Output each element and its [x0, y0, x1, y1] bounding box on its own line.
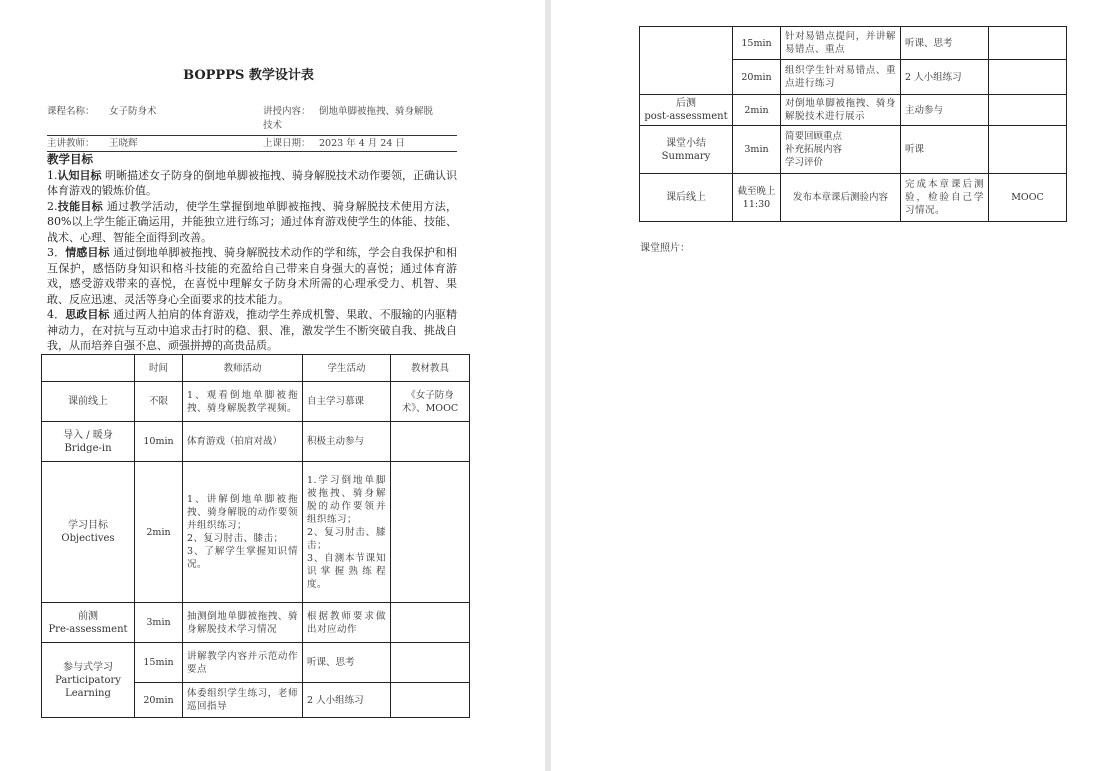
student-cell: 2 人小组练习 — [303, 683, 391, 718]
header-teacher: 教师活动 — [183, 355, 303, 382]
goal-number: 3． — [47, 246, 66, 259]
material-cell — [391, 462, 470, 603]
goal-number: 4． — [47, 308, 66, 321]
time-cell: 15min — [733, 27, 781, 60]
date-label: 上课日期： — [263, 138, 311, 149]
material-cell — [391, 603, 470, 643]
teacher-cell: 抽测倒地单脚被拖拽、骑身解脱技术学习情况 — [183, 603, 303, 643]
header-material: 教材教具 — [391, 355, 470, 382]
teacher-line: 补充拓展内容 — [785, 144, 843, 155]
material-cell — [989, 95, 1067, 126]
date-value: 2023 年 4 月 24 日 — [319, 138, 405, 149]
stage-cell — [42, 603, 135, 643]
student-cell: 自主学习慕课 — [303, 382, 391, 422]
stage-cn: 课堂小结 — [666, 137, 706, 149]
teacher-cell — [183, 462, 303, 603]
material-cell — [391, 643, 470, 683]
stage-en: Participatory — [55, 674, 121, 686]
material-cell — [989, 126, 1067, 174]
teaching-goals — [47, 152, 457, 354]
lesson-table-part2 — [639, 26, 1067, 222]
goal-emotion — [47, 245, 457, 307]
stage-cell — [640, 95, 733, 126]
time-cell: 20min — [733, 60, 781, 95]
goal-text: 通过倒地单脚被拖拽、骑身解脱技术动作的学和练，学会自我保护和相互保护，感悟防身知识和格斗技能的充盈给自己带来自身强大的喜悦；通过体育游戏，感受游戏带来的喜悦，在喜悦中理解女子防身术所需的心理承受力、机智、果敢、反应迅速、灵活等身心全面要求的技术能力。 — [47, 246, 458, 306]
time-cell: 2min — [135, 462, 183, 603]
stage-cn: 参与式学习 — [63, 661, 113, 673]
student-line: 1.学习倒地单脚被拖拽、骑身解脱的动作要领并组织练习； — [307, 474, 386, 525]
goal-name: 情感目标 — [65, 246, 110, 259]
row-bridge-in — [42, 422, 470, 462]
table-header-row — [42, 355, 470, 382]
time-cell: 20min — [135, 683, 183, 718]
teacher-cell: 发布本章课后测验内容 — [781, 174, 901, 222]
student-cell: 主动参与 — [901, 95, 989, 126]
header-student: 学生活动 — [303, 355, 391, 382]
goal-text: 通过教学活动，使学生掌握倒地单脚被拖拽、骑身解脱技术使用方法，80%以上学生能正确运用，并能独立进行练习；通过体育游戏使学生的体能、技能、战术、心理、智能全面得到改善。 — [47, 199, 458, 244]
goal-name: 技能目标 — [57, 199, 104, 213]
row-participatory-1 — [42, 643, 470, 683]
time-cell: 15min — [135, 643, 183, 683]
student-cell: 听课 — [901, 126, 989, 174]
lesson-table-part1 — [41, 354, 470, 718]
goal-cognitive — [47, 168, 457, 199]
stage-cell-continued — [640, 27, 733, 95]
goal-number: 1. — [47, 168, 58, 182]
material-cell — [391, 683, 470, 718]
row-pre-online — [42, 382, 470, 422]
row-pre-assessment — [42, 603, 470, 643]
time-cell: 截至晚上 11:30 — [733, 174, 781, 222]
teacher-cell: 体委组织学生练习，老师巡回指导 — [183, 683, 303, 718]
course-label: 课程名称： — [47, 106, 95, 117]
stage-cn: 学习目标 — [68, 520, 108, 531]
header-rule-top — [47, 135, 457, 136]
stage-cell — [42, 643, 135, 718]
student-cell: 根据教师要求做出对应动作 — [303, 603, 391, 643]
stage-en: Summary — [661, 150, 711, 162]
teacher-line: 1、讲解倒地单脚被拖拽、骑身解脱的动作要领并组织练习； — [187, 494, 298, 531]
stage-cn: 后测 — [676, 98, 696, 109]
teacher-cell — [781, 126, 901, 174]
teacher-line: 学习评价 — [785, 157, 824, 168]
stage-en: Pre-assessment — [48, 623, 128, 635]
student-line: 2、复习肘击、膝击； — [307, 526, 386, 551]
stage-cell — [42, 422, 135, 462]
material-cell — [989, 60, 1067, 95]
header-time: 时间 — [135, 355, 183, 382]
goal-skill — [47, 199, 457, 246]
teacher-cell: 组织学生针对易错点、重点进行练习 — [781, 60, 901, 95]
material-cell: 《女子防身术》、MOOC — [391, 382, 470, 422]
goals-heading: 教学目标 — [47, 152, 93, 166]
page-left — [0, 0, 545, 771]
goal-text: 明晰描述女子防身的倒地单脚被拖拽、骑身解脱技术动作要领，正确认识体育游戏的锻炼价值。 — [47, 168, 457, 197]
stage-cell — [42, 462, 135, 603]
teacher-name: 王晓辉 — [109, 138, 138, 149]
row-post-online — [640, 174, 1067, 222]
document-title: BOPPPS 教学设计表 — [183, 68, 314, 83]
material-cell — [391, 422, 470, 462]
student-cell — [303, 462, 391, 603]
teacher-label: 主讲教师： — [47, 138, 95, 149]
content-value-line1: 倒地单脚被拖拽、骑身解脱 — [319, 106, 434, 117]
teacher-cell: 对倒地单脚被拖拽、骑身解脱技术进行展示 — [781, 95, 901, 126]
stage-cell: 课后线上 — [640, 174, 733, 222]
student-cell: 积极主动参与 — [303, 422, 391, 462]
student-line: 3、自测本节课知识掌握熟练程度。 — [307, 552, 386, 590]
teacher-line: 3、了解学生掌握知识情况。 — [187, 546, 298, 570]
stage-cn: 导入 / 暖身 — [63, 429, 113, 441]
stage-en: post-assessment — [644, 111, 728, 122]
student-cell: 听课、思考 — [901, 27, 989, 60]
student-cell: 听课、思考 — [303, 643, 391, 683]
stage-cell — [640, 126, 733, 174]
row-objectives — [42, 462, 470, 603]
stage-cn: 前测 — [78, 610, 98, 622]
content-value-line2: 技术 — [263, 120, 283, 131]
row-participatory-3 — [640, 27, 1067, 60]
time-cell: 不限 — [135, 382, 183, 422]
goal-text: 通过两人拍肩的体育游戏，推动学生养成机警、果敢、不服输的内驱精神动力，在对抗与互动中追求击打时的稳、狠、准，激发学生不断突破自我、挑战自我，从而培养自强不息、顽强拼搏的高贵品质。 — [47, 308, 458, 352]
teacher-cell: 体育游戏（拍肩对战） — [183, 422, 303, 462]
goal-name: 思政目标 — [65, 308, 110, 321]
time-cell: 3min — [135, 603, 183, 643]
page-right — [551, 0, 1102, 771]
goal-name: 认知目标 — [57, 168, 102, 182]
time-cell: 3min — [733, 126, 781, 174]
teacher-line: 简要回顾重点 — [785, 131, 843, 142]
classroom-photos-label: 课堂照片： — [640, 243, 690, 254]
teacher-line: 2、复习肘击、膝击； — [187, 533, 284, 544]
stage-cell: 课前线上 — [42, 382, 135, 422]
goal-ideological — [47, 307, 457, 354]
student-cell: 2 人小组练习 — [901, 60, 989, 95]
stage-en: Bridge-in — [64, 442, 112, 454]
content-label: 讲授内容： — [263, 106, 311, 117]
student-cell: 完成本章课后测验，检验自己学习情况。 — [901, 174, 989, 222]
time-cell: 2min — [733, 95, 781, 126]
course-name: 女子防身术 — [109, 106, 157, 117]
time-cell: 10min — [135, 422, 183, 462]
teacher-cell: 针对易错点提问，并讲解易错点、重点 — [781, 27, 901, 60]
material-cell — [989, 27, 1067, 60]
teacher-cell: 1、观看倒地单脚被拖拽、骑身解脱教学视频。 — [183, 382, 303, 422]
goal-number: 2. — [47, 199, 58, 213]
stage-en: Objectives — [61, 533, 115, 544]
material-cell: MOOC — [989, 174, 1067, 222]
row-post-assessment — [640, 95, 1067, 126]
header-stage — [42, 355, 135, 382]
stage-en: Learning — [65, 687, 111, 699]
teacher-cell: 讲解教学内容并示范动作要点 — [183, 643, 303, 683]
row-summary — [640, 126, 1067, 174]
